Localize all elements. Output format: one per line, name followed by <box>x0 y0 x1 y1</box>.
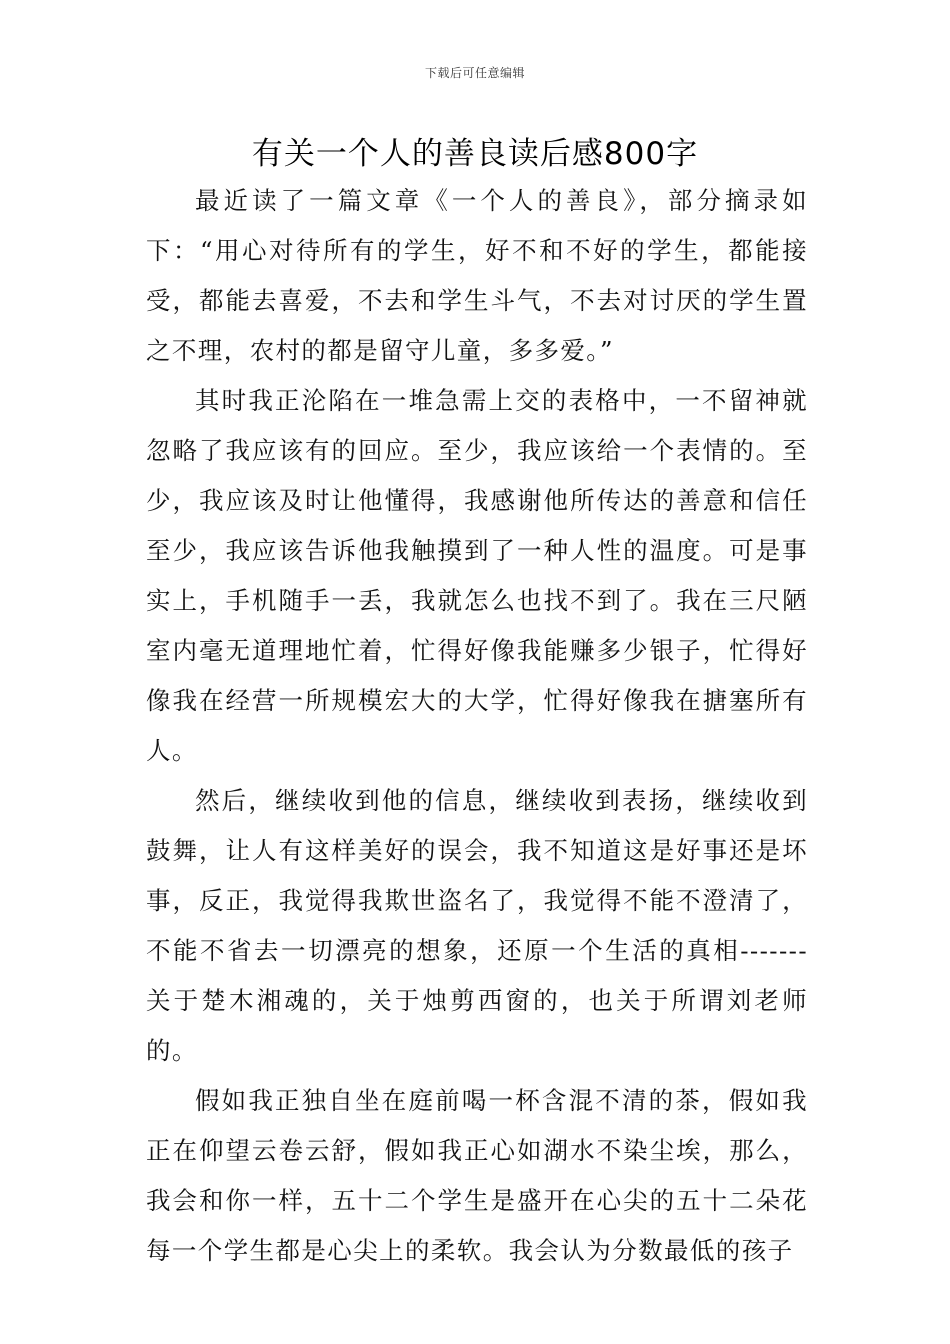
paragraph-2: 其时我正沦陷在一堆急需上交的表格中，一不留神就忽略了我应该有的回应。至少，我应该给一个表情的。至少，我应该及时让他懂得，我感谢他所传达的善意和信任至少，我应该告诉他我触摸到了一种人性的温度。可是事实上，手机随手一丢，我就怎么也找不到了。我在三尺陋室内毫无道理地忙着，忙得好像我能赚多少银子，忙得好像我在经营一所规模宏大的大学，忙得好像我在搪塞所有人。 <box>146 386 808 765</box>
paragraph-3: 然后，继续收到他的信息，继续收到表扬，继续收到鼓舞，让人有这样美好的误会，我不知道这是好事还是坏事，反正，我觉得我欺世盗名了，我觉得不能不澄清了，不能不省去一切漂亮的想象，还原一个生活的真相-------关于楚木湘魂的，关于烛剪西窗的，也关于所谓刘老师的。 <box>146 786 808 1065</box>
document-body <box>146 176 808 1276</box>
document-title: 有关一个人的善良读后感800字 <box>251 136 699 172</box>
paragraph-4: 假如我正独自坐在庭前喝一杯含混不清的茶，假如我正在仰望云卷云舒，假如我正心如湖水不染尘埃，那么，我会和你一样，五十二个学生是盛开在心尖的五十二朵花每一个学生都是心尖上的柔软。我会认为分数最低的孩子 <box>146 1086 808 1265</box>
header-note: 下载后可任意编辑 <box>424 66 525 80</box>
paragraph-1: 最近读了一篇文章《一个人的善良》，部分摘录如下：“用心对待所有的学生，好不和不好的学生，都能接受，都能去喜爱，不去和学生斗气，不去对讨厌的学生置之不理，农村的都是留守儿童，多多爱。” <box>146 186 808 365</box>
